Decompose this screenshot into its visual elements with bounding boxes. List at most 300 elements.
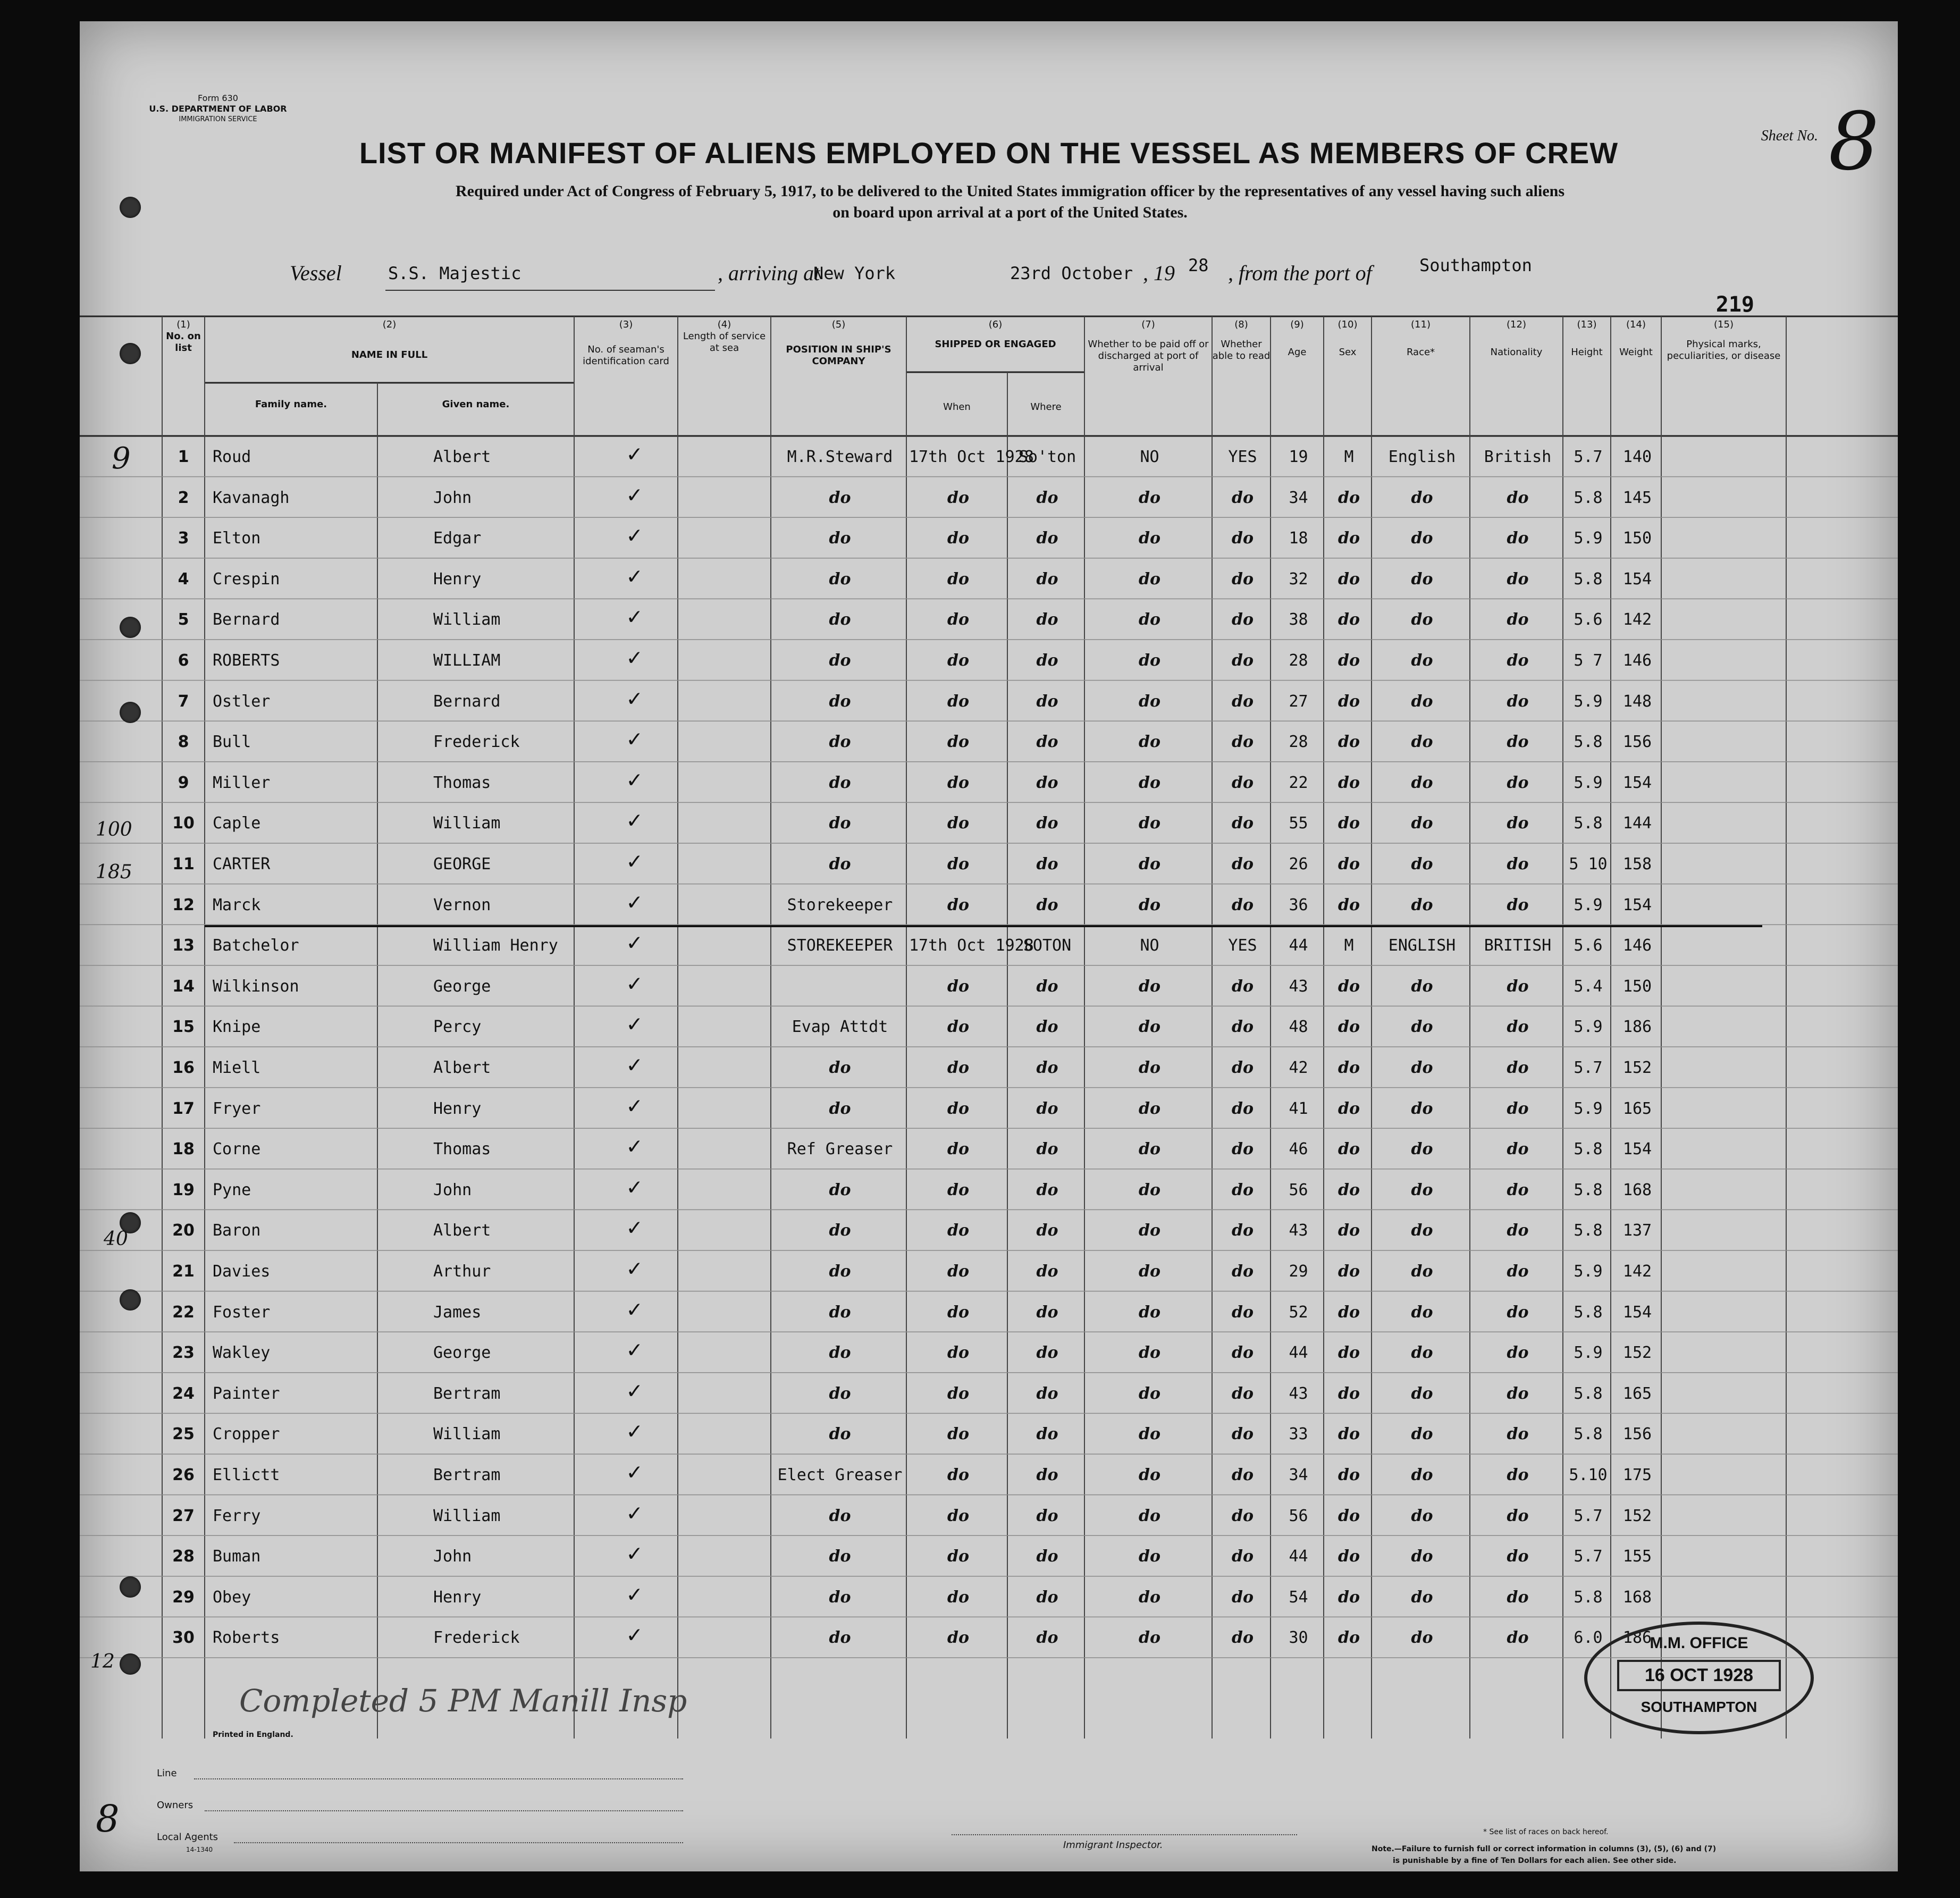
shipped-where: do [1036,1588,1058,1607]
paid-off: NO [1140,448,1159,466]
binder-hole [120,617,141,638]
weight: 144 [1622,814,1652,833]
able-to-read: do [1232,1588,1254,1607]
checkmark-icon: ✓ [627,1214,642,1241]
col-2-number: (2) [382,319,397,330]
height: 5.7 [1574,1547,1603,1566]
paid-off: do [1139,895,1160,914]
penalty-note-line-2: is punishable by a fine of Ten Dollars for each alien. See other side. [1393,1857,1677,1865]
paid-off: do [1139,733,1160,752]
shipped-when: do [947,814,969,833]
row-number: 6 [178,651,189,670]
shipped-when: do [947,773,969,792]
family-name: Ostler [213,692,271,711]
paid-off: do [1139,529,1160,548]
able-to-read: do [1232,1018,1254,1037]
weight: 154 [1622,895,1652,914]
weight: 140 [1622,448,1652,466]
family-name: Ellictt [213,1466,280,1484]
position: do [829,692,851,711]
position: do [829,773,851,792]
given-name: Thomas [433,773,491,792]
shipped-where: do [1036,1466,1058,1484]
height: 5.7 [1574,1506,1603,1525]
shipped-where: do [1036,895,1058,914]
given-name: William [433,1506,501,1525]
row-number: 5 [178,610,189,629]
height: 5.9 [1574,1018,1603,1037]
paid-off: do [1139,1221,1160,1240]
height: 5.8 [1574,1221,1603,1240]
race: do [1411,1180,1433,1199]
col-14-number: (14) [1626,319,1646,330]
checkmark-icon: ✓ [627,603,642,631]
row-number: 24 [172,1384,195,1403]
age: 44 [1289,1343,1308,1363]
able-to-read: do [1232,814,1254,833]
shipped-where: do [1036,1506,1058,1525]
owners-field [205,1810,683,1811]
shipped-when: do [947,610,969,629]
position: do [829,651,851,670]
position: Ref Greaser [787,1140,893,1159]
binder-hole [120,343,141,364]
paid-off: do [1139,977,1160,996]
row-number: 1 [178,448,189,466]
position: Evap Attdt [792,1018,888,1037]
shipped-where: do [1036,733,1058,752]
sex: M [1344,936,1354,955]
able-to-read: do [1232,569,1254,589]
margin-note: 40 [104,1228,128,1250]
shipped-where: do [1036,569,1058,589]
position: do [829,569,851,589]
checkmark-icon: ✓ [627,440,642,467]
height: 5.9 [1574,1343,1603,1363]
paid-off: do [1139,569,1160,589]
paid-off: do [1139,1180,1160,1199]
family-name: Marck [213,895,261,914]
sheet-number: 8 [1828,96,1879,188]
weight: 152 [1622,1343,1652,1363]
able-to-read: do [1232,1628,1254,1648]
line-field [194,1778,683,1779]
paid-off: do [1139,692,1160,711]
given-name: Vernon [433,895,491,914]
shipped-where: do [1036,773,1058,792]
given-name: Frederick [433,1628,520,1648]
departure-port: Southampton [1419,255,1532,275]
given-name: Henry [433,1099,482,1118]
given-name: George [433,1343,491,1363]
sex: do [1338,488,1360,507]
sex: do [1338,651,1360,670]
checkmark-icon: ✓ [627,1091,642,1119]
age: 56 [1289,1506,1308,1525]
weight: 148 [1622,692,1652,711]
shipped-when: do [947,1384,969,1403]
shipped-when: 17th Oct 1928 [909,448,1034,466]
col-6b-label: Where [1030,401,1062,413]
shipped-when: do [947,1547,969,1566]
position: do [829,855,851,874]
checkmark-icon: ✓ [627,929,642,956]
col-13-number: (13) [1577,319,1597,330]
weight: 158 [1622,855,1652,874]
shipped-when: do [947,1262,969,1281]
col-9-header [1271,319,1324,358]
col-10-number: (10) [1337,319,1358,330]
height: 5 7 [1574,651,1603,670]
col-11-number: (11) [1411,319,1431,330]
checkmark-icon: ✓ [627,1255,642,1282]
given-name: Albert [433,1059,491,1077]
paid-off: do [1139,1099,1160,1118]
checkmark-icon: ✓ [627,1580,642,1608]
nationality: do [1507,1140,1529,1159]
paid-off: do [1139,651,1160,670]
family-name: Foster [213,1303,271,1322]
race: do [1411,814,1433,833]
weight: 156 [1622,733,1652,752]
checkmark-icon: ✓ [627,1336,642,1364]
checkmark-icon: ✓ [627,481,642,508]
sex: do [1338,610,1360,629]
col-8-label: Whether able to read [1212,339,1271,362]
age: 54 [1289,1588,1308,1607]
shipped-where: do [1036,692,1058,711]
position: do [829,1547,851,1566]
nationality: do [1507,1018,1529,1037]
row-12-strikethrough [205,925,1762,927]
able-to-read: do [1232,895,1254,914]
vessel-name: S.S. Majestic [388,263,521,283]
paid-off: do [1139,1466,1160,1484]
age: 33 [1289,1425,1308,1444]
given-name: William [433,1425,501,1444]
weight: 154 [1622,1140,1652,1159]
position: do [829,1506,851,1525]
able-to-read: do [1232,1262,1254,1281]
row-number: 23 [172,1343,195,1363]
col-2b-label: Given name. [442,399,510,410]
paid-off: do [1139,1059,1160,1077]
row-number: 12 [172,895,195,914]
able-to-read: do [1232,488,1254,507]
row-number: 4 [178,569,189,589]
age: 19 [1289,448,1308,466]
arriving-label: , arriving at [718,261,820,285]
shipped-where: do [1036,1018,1058,1037]
binder-hole [120,702,141,723]
subtitle-line-1: Required under Act of Congress of February 5, 1917, to be delivered to the United States immigration officer by the representatives of any vessel having such aliens [456,182,1564,200]
sex: do [1338,1506,1360,1525]
able-to-read: do [1232,1425,1254,1444]
shipped-when: do [947,895,969,914]
sex: do [1338,1343,1360,1363]
sex: do [1338,1588,1360,1607]
shipped-when: do [947,733,969,752]
weight: 154 [1622,569,1652,589]
sex: do [1338,1303,1360,1322]
race: do [1411,977,1433,996]
checkmark-icon: ✓ [627,1295,642,1323]
height: 5.6 [1574,936,1603,955]
race: do [1411,529,1433,548]
height: 5.8 [1574,1180,1603,1199]
family-name: Painter [213,1384,280,1403]
arrival-date: 23rd October [1010,263,1133,283]
checkmark-icon: ✓ [627,847,642,875]
nationality: do [1507,651,1529,670]
checkmark-icon: ✓ [627,1132,642,1160]
sex: do [1338,1466,1360,1484]
col-6-number: (6) [988,319,1003,330]
sex: do [1338,977,1360,996]
nationality: do [1507,569,1529,589]
weight: 154 [1622,1303,1652,1322]
given-name: Albert [433,448,491,466]
local-agents-field [234,1842,683,1843]
able-to-read: do [1232,1384,1254,1403]
nationality: do [1507,1343,1529,1363]
sex: do [1338,569,1360,589]
col-11-label: Race* [1406,347,1435,358]
checkmark-icon: ✓ [627,1173,642,1200]
height: 5.8 [1574,1384,1603,1403]
race: do [1411,569,1433,589]
row-number: 22 [172,1303,195,1322]
shipped-where: do [1036,1628,1058,1648]
able-to-read: do [1232,773,1254,792]
family-name: Pyne [213,1180,251,1199]
family-name: Wakley [213,1343,271,1363]
position: do [829,814,851,833]
family-name: Wilkinson [213,977,299,996]
race: do [1411,773,1433,792]
given-name: William Henry [433,936,558,955]
paid-off: do [1139,1588,1160,1607]
age: 38 [1289,610,1308,629]
given-name: George [433,977,491,996]
shipped-where: do [1036,1343,1058,1363]
shipped-when: do [947,1303,969,1322]
position: do [829,1628,851,1648]
race: do [1411,855,1433,874]
shipped-where: do [1036,855,1058,874]
height: 5.8 [1574,814,1603,833]
given-name: Arthur [433,1262,491,1281]
race: English [1388,448,1456,466]
from-port-label: , from the port of [1228,261,1372,285]
row-number: 7 [178,692,189,711]
position: do [829,1384,851,1403]
checkmark-icon: ✓ [627,1458,642,1485]
col-5-label: POSITION IN SHIP'S COMPANY [786,344,891,367]
shipped-when: do [947,1628,969,1648]
race: do [1411,1384,1433,1403]
col-12-number: (12) [1507,319,1526,330]
row-number: 15 [172,1018,195,1037]
nationality: do [1507,733,1529,752]
weight: 175 [1622,1466,1652,1484]
height: 5.9 [1574,773,1603,792]
sex: do [1338,855,1360,874]
checkmark-icon: ✓ [627,1417,642,1445]
age: 29 [1289,1262,1308,1281]
race: do [1411,1547,1433,1566]
position: Elect Greaser [777,1466,903,1484]
position: do [829,529,851,548]
given-name: William [433,610,501,629]
col-15-label: Physical marks, peculiarities, or disease [1667,339,1781,362]
age: 55 [1289,814,1308,833]
col-10-header [1324,319,1372,358]
race: do [1411,651,1433,670]
margin-note: 9 [112,441,131,476]
row-number: 26 [172,1466,195,1484]
nationality: do [1507,529,1529,548]
nationality: do [1507,1099,1529,1118]
given-name: Edgar [433,529,482,548]
able-to-read: do [1232,529,1254,548]
col-7-label: Whether to be paid off or discharged at port of arrival [1088,339,1209,373]
family-name: Knipe [213,1018,261,1037]
race: ENGLISH [1388,936,1456,955]
shipped-when: do [947,1425,969,1444]
age: 28 [1289,651,1308,670]
col-7-number: (7) [1141,319,1155,330]
row-number: 30 [172,1628,195,1648]
shipped-when: do [947,1466,969,1484]
row-number: 8 [178,733,189,752]
margin-note: 12 [90,1651,115,1673]
nationality: do [1507,1059,1529,1077]
given-name: Bertram [433,1384,501,1403]
row-number: 19 [172,1180,195,1199]
paid-off: NO [1140,936,1159,955]
shipped-where: do [1036,1262,1058,1281]
service-name: IMMIGRATION SERVICE [179,115,257,123]
form-number: Form 630 [198,93,238,103]
paid-off: do [1139,1343,1160,1363]
position: do [829,1059,851,1077]
weight: 137 [1622,1221,1652,1240]
given-name: Bernard [433,692,501,711]
completion-note: Completed 5 PM Manill Insp [239,1683,687,1719]
height: 5.6 [1574,610,1603,629]
family-name: Cropper [213,1425,280,1444]
shipped-where: do [1036,1425,1058,1444]
margin-note: 185 [96,861,132,883]
weight: 152 [1622,1506,1652,1525]
position: do [829,1588,851,1607]
row-number: 28 [172,1547,195,1566]
given-name: William [433,814,501,833]
sex: do [1338,1180,1360,1199]
family-name: Kavanagh [213,488,290,507]
position: do [829,1099,851,1118]
paid-off: do [1139,1547,1160,1566]
age: 28 [1289,733,1308,752]
family-name: Miller [213,773,271,792]
sex: do [1338,1059,1360,1077]
paid-off: do [1139,814,1160,833]
position: do [829,610,851,629]
sex: do [1338,1018,1360,1037]
age: 56 [1289,1180,1308,1199]
position: M.R.Steward [787,448,893,466]
shipped-when: do [947,1180,969,1199]
binder-hole [120,1576,141,1598]
document-title: LIST OR MANIFEST OF ALIENS EMPLOYED ON THE VESSEL AS MEMBERS OF CREW [359,136,1619,170]
position: do [829,1221,851,1240]
race: do [1411,610,1433,629]
height: 5.10 [1569,1466,1608,1484]
stamp-line-3: SOUTHAMPTON [1641,1699,1757,1715]
able-to-read: do [1232,1343,1254,1363]
height: 5 10 [1569,855,1608,874]
shipped-when: do [947,488,969,507]
able-to-read: YES [1228,448,1257,466]
paid-off: do [1139,855,1160,874]
age: 26 [1289,855,1308,874]
family-name: Bernard [213,610,280,629]
paid-off: do [1139,610,1160,629]
height: 5.9 [1574,692,1603,711]
col-15-number: (15) [1714,319,1734,330]
age: 52 [1289,1303,1308,1322]
position: STOREKEEPER [787,936,893,955]
shipped-where: So'ton [1018,448,1076,466]
weight: 150 [1622,529,1652,548]
shipped-when: do [947,1140,969,1159]
row-number: 29 [172,1588,195,1607]
weight: 156 [1622,1425,1652,1444]
row-number: 10 [172,814,195,833]
shipped-when: do [947,1059,969,1077]
family-name: Bull [213,733,251,752]
shipped-when: do [947,1018,969,1037]
nationality: do [1507,1221,1529,1240]
weight: 145 [1622,488,1652,507]
shipped-when: do [947,1506,969,1525]
shipped-when: do [947,569,969,589]
weight: 186 [1622,1018,1652,1037]
shipped-where: do [1036,610,1058,629]
age: 42 [1289,1059,1308,1077]
shipped-when: do [947,692,969,711]
nationality: do [1507,1506,1529,1525]
shipped-where: do [1036,1140,1058,1159]
race: do [1411,1221,1433,1240]
col-6-label: SHIPPED OR ENGAGED [935,339,1056,350]
shipped-where: do [1036,1221,1058,1240]
age: 41 [1289,1099,1308,1118]
binder-hole [120,1289,141,1311]
able-to-read: YES [1228,936,1257,955]
nationality: do [1507,1303,1529,1322]
nationality: do [1507,610,1529,629]
shipped-where: do [1036,651,1058,670]
sex: do [1338,1628,1360,1648]
row-number: 9 [178,773,189,792]
age: 44 [1289,1547,1308,1566]
col-2a-label: Family name. [255,399,327,410]
height: 6.0 [1574,1628,1603,1648]
age: 43 [1289,1221,1308,1240]
manifest-sheet [80,21,1898,1871]
